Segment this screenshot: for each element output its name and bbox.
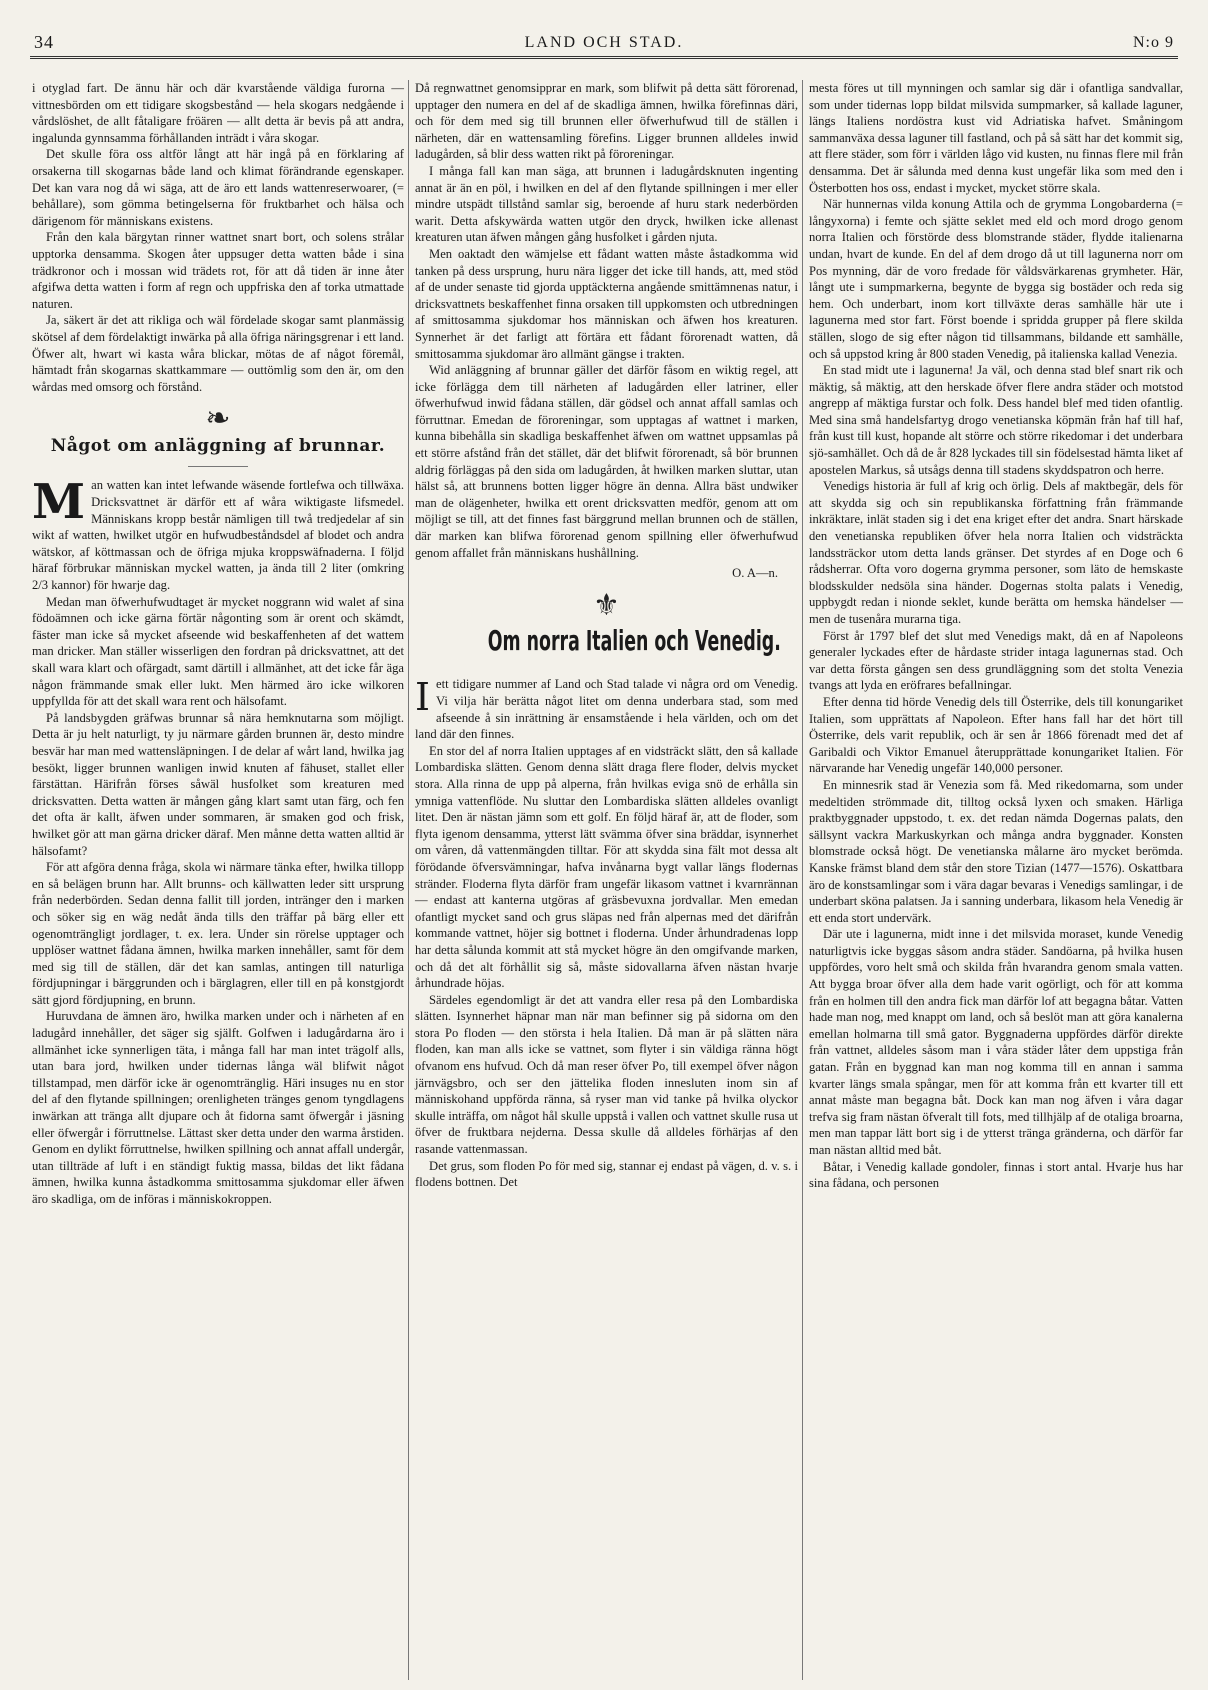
page-number: 34: [34, 32, 54, 52]
paragraph: Det grus, som floden Po för med sig, stannar ej endast på vägen, d. v. s. i flodens bottnen. Det: [415, 1158, 798, 1190]
paragraph: Medan man öfwerhufwudtaget är mycket noggrann wid walet af sina födoämnen och icke gärna förtär någonting som är orent och skämdt, fäster man icke så mycket afseende wid beskaffenheten af det wattem man dricker. Man ställer wisserligen den fordran på dricksvattnet, att det skall wara klart och ofärgadt, samt därtill i allmänhet, att det icke får äga någon främmande smak eller lukt. Men härmed äro icke wilkoren uppfyllda för att det skall wara rent och hälsofamt.: [32, 594, 404, 709]
fleuron-ornament: ⚜: [593, 588, 620, 622]
paragraph: Från den kala bärgytan rinner wattnet snart bort, och solens strålar upptorka densamma. Skogen åter uppsuger detta watten både i sina trädkronor och i mossan wid trädets rot, för att då tiden är inne åter afgifwa detta watten i form af regn och uppfriska den af torka utmattade naturen.: [32, 230, 404, 311]
paragraph: När hunnernas vilda konung Attila och de grymma Longobarderna (= långyxorna) i femte och sjätte seklet med eld och mord drogo genom norra Italien och förstörde dess blomstrande städer, flydde italienarna undan, hvart de kunde. En del af dem drogo då ut till lagunerna norr om Pos mynning, där de voro fredade för våldsvärkarenas grymheter. Här, långt ute i sumpmarkerna, begynte de bygga sig bostäder och reda sig hem. Och underbart, inom kort tillväxte deras samhälle här ute i lagunerna med stor fart. Först boende i spridda grupper på flere skilda ställen, slogo de sig efter någon tid tillsammans, bildande ett samhälle, och så uppstod kring år 800 staden Venedig, på italienska kallad Venezia.: [809, 197, 1183, 361]
publication-title: LAND OCH STAD.: [524, 34, 684, 51]
column-divider: [802, 80, 803, 1680]
paragraph: Huruvdana de ämnen äro, hwilka marken under och i närheten af en ladugård innehåller, det säger sig själft. Golfwen i ladugårdarna äro i allmänhet icke synnerligen täta, i många fall har man intet trägolf alls, utan bara jord, hwilken under tidernas långa wäl blifwit något tillstampad, men därför icke är ogenomtränglig. Häri insuges nu en stor del af den flytande spillningen; orenligheten tränges genom tyngdlagens inwärkan att tränga allt djupare och åt fidorna samt öfwergår i jäsning eller öfwergår i förruttnelse. Lättast sker detta under den warma årstiden. Genom en dylikt förruttnelse, hwilken spillning och annat affall undergår, utan tillträde af luft i en ständigt fuktig massa, bildas det likt fådana ämnen, hwilka kunna åstadkomma smittosamma sjukdomar eller äfwen äro skadliga, om de införas i människokroppen.: [32, 1009, 404, 1206]
paragraph: Först år 1797 blef det slut med Venedigs makt, då en af Napoleons generaler lyckades efter de hårdaste strider intaga lagunernas stad. Och var detta första gången sen dess grundläggning som det stolta Venezia tvangs att lyda en eröfrares befallningar.: [809, 628, 1183, 693]
paragraph: Där ute i lagunerna, midt inne i det milsvida moraset, kunde Venedig naturligtvis icke byggas såsom andra städer. Sandöarna, på hvilka husen uppfördes, voro helt små och skilda från hvarandra genom smala vatten. Att bygga broar öfver alla dem hade varit ogörligt, och för att komma från en holmen till den andra fick man därför lof att begagna båtar. Vatten hade man nog, med knappt om land, och så beslöt man att göra kanalerna emellan holmarna till små gator. Byggnaderna uppfördes därför direkte från vattnet, alldeles såsom man i våra städer låter dem uppstiga från gatan. Från en byggnad kan man nog komma till en annan i samma kvarter längs smala spångar, men för att komma från ett kvarter till ett annat måste man begagna båt. Dock kan man nog äfven i våra dagar trefva sig fram nästan öfveralt till fots, med tillhjälp af de otaliga broarna, men man tappar lätt bort sig i de ytterst tränga gränderna, och därför far man nästan alltid med båt.: [809, 927, 1183, 1157]
column-divider: [408, 80, 409, 1680]
paragraph: Man watten kan intet lefwande wäsende fortlefwa och tillwäxa. Dricksvattnet är därför ett af wåra wiktigaste lifsmedel. Människans kropp består nämligen till twå tredjedelar af sin wikt af watten, hwilket utgör en hufwudbeståndsdel af blodet och andra wätskor, af köttmassan och de öfriga mjuka kroppswäfnaderna. I följd häraf förbrukar människan myckel watten, ja ända till 2 liter (omkring 2/3 kannor) för hwarje dag.: [32, 474, 404, 593]
paragraph: Då regnwattnet genomsipprar en mark, som blifwit på detta sätt förorenad, upptager den numera en del af de skadliga ämnen, hwilka förefinnas däri, och för dem med sig till brunnen eller öfwerhufwud till de ställen i närheten, där en wattensamling förefins. Ligger brunnen alldeles inwid ladugården, så blir dess watten rikt på föroreningar.: [415, 81, 798, 162]
column-1: [32, 80, 404, 1208]
paragraph: Iett tidigare nummer af Land och Stad talade vi några ord om Venedig. Vi vilja här berätta något litet om denna underbara stad, som med afseende å sin inrättning är ensamstående i hela världen, och om det land där den finnes.: [415, 675, 798, 742]
paragraph: mesta föres ut till mynningen och samlar sig där i ofantliga sandvallar, som under tidernas lopp bildat milsvida sumpmarker, så kallade laguner, längs Italiens nordöstra kust vid Adriatiska hafvet. Småningom sammanväxa dessa laguner till fastland, och på så sätt har det kommit sig, att flere städer, som förr i världen lågo vid kusten, nu finnas flere mil från densamma. Det är sålunda med denna kust ungefär lika som med den i Österbotten hos oss, endast i mycket, mycket större skala.: [809, 81, 1183, 195]
paragraph: För att afgöra denna fråga, skola wi närmare tänka efter, hwilka tillopp en så belägen brunn har. Allt brunns- och källwatten leder sitt ursprung från nederbörden. Sedan denna fallit till jorden, intränger den i marken och söker sig en wäg nedåt ända tills den träffar på bärg eller ett ogenomträngligt jordlager, t. ex. lera. Under sin rörelse upptager och upplöser wattnet fådana ämnen, hwilka marken innehåller, samt för dem med sig till de ställen, där det kan samlas, antingen till naturliga fördjupningar i bärggrunden och i bärglagren, eller till en på konstgjordt sätt gjord fördjupning, en brunn.: [32, 860, 404, 1007]
page-header: [30, 30, 1178, 59]
fleuron-ornament: ❧: [205, 402, 231, 436]
paragraph: Wid anläggning af brunnar gäller det därför fåsom en wiktig regel, att icke förlägga dem till närheten af ladugården eller latriner, eller öfwerhufwud inwid fådana ställen, där gödsel och annat affall samlas och förruttnar. Emedan de föroreningar, som upptagas af wattnet i marken, kunna bibehålla sin skadliga beskaffenhet äfwen om wattnet uppsamlas på ett större afstånd från det stället, där det blifwit förorenadt, så bör brunnen aldrig förläggas på den sida om ladugården, åt hwilken marken sluttar, utan hälst så, att brunnens botten ligger högre än denna. Allra bäst undwiker man de olägenheter, hwilka ett orent dricksvatten medför, genom att om möjligt se till, att det finnes fast bärggrund mellan brunnen och de ställen, där marken kan blifwa förorenad genom spillning eller öfwerhufwud genom affallet från människans hushållning.: [415, 363, 798, 560]
drop-cap: M: [32, 474, 86, 531]
paragraph: Det skulle föra oss altför långt att här ingå på en förklaring af orsakerna till skogarnas både land och klimat förändrande egenskaper. Det kan vara nog då wi säga, att de äro ett lands wattenreserwoarer, (= behållare), som gömma betingelserna för fruktbarhet och hälsa och därigenom för människans existens.: [32, 147, 404, 228]
article-heading: Något om anläggning af brunnar.: [50, 435, 386, 456]
author-signature: O. A—n.: [732, 566, 778, 581]
paragraph: Efter denna tid hörde Venedig dels till Österrike, dels till konungariket Italien, som upprättats af Napoleon. Efter hans fall har det hört till Österrike, dels varit republik, och är sen år 1866 förenadt med det af Garibaldi och Viktor Emanuel återupprättade konungariket Italien. För närvarande har Venedig ungefär 140,000 personer.: [809, 694, 1183, 776]
column-3: [809, 80, 1183, 1192]
paragraph: En stad midt ute i lagunerna! Ja väl, och denna stad blef snart rik och mäktig, så mäktig, att den herskade öfver flere andra städer och motstod angrepp af mäktiga furstar och folk. Dess handel blef med tiden ofantlig. Med sina små handelsfartyg drogo venetianska köpmän från haf till haf, från kust till kust, hopande alt större och större rikedomar i det underbara sjö-samhället. Och då de år 828 lyckades till sin födelsestad hämta liket af apostelen Markus, så utsågs denna till stadens skyddspatron och herre.: [809, 363, 1183, 477]
paragraph: En minnesrik stad är Venezia som få. Med rikedomarna, som under medeltiden strömmade dit, tilltog också lyxen och smaken. Härliga praktbyggnader uppstodo, t. ex. det redan nämda Dogernas palats, den sällsynt vackra Markuskyrkan och många andra byggnader. Konsten blomstrade också högt. De venetianska målarne äro mycket berömda. Kanske främst bland dem står den store Tizian (1477—1576). Oskattbara äro de konstsamlingar som i vära dagar bevaras i Venedigs samlingar, i de underbart sköna palatsen. Ja i sanning underbara, likasom hela Venedig är ett enda stort undervärk.: [809, 777, 1183, 925]
paragraph: Särdeles egendomligt är det att vandra eller resa på den Lombardiska slätten. Isynnerhet häpnar man när man befinner sig på sidorna om den stora Po floden — den största i hela Italien. Då man är på slätten nära floden, kan man alls icke se vattnet, som flyter i sin väldiga ränna högt ofvanom ens hufvud. Och då man reser öfver Po, till exempel öfver någon järnvägsbro, och ser den jättelika floden innesluten inom sin af människohand uppförda ränna, så ryser man vid tanke på hvilka olyckor skulle inträffa, om något hål skulle uppstå i vallen och vattnet skulle rusa ut öfver de fruktbara nejderna. Dessa skulle då alldeles förhärjas af den rasande vattenmassan.: [415, 992, 798, 1157]
paragraph: På landsbygden gräfwas brunnar så nära hemknutarna som möjligt. Detta är ju helt naturligt, ty ju närmare gården brunnen är, desto mindre besvär har man med wattensläpningen. I de delar af wårt land, hwilka jag besökt, ligger brunnen wanligen inwid knuten af fähuset, stallet eller färstättan. Härifrån förses såwäl husfolket som kreaturen med dricksvatten. Detta watten är mången gång klart samt utan färg, och fen det ofta är kallt, äfwen under sommaren, är smaken god och frisk, hwilket gör att man gärna dricker däraf. Men månne detta watten alltid är hälsofamt?: [32, 710, 404, 858]
paragraph: Venedigs historia är full af krig och örlig. Dels af maktbegär, dels för att skydda sig och sin republikanska författning från främmande inkräktare, inlät staden sig i det ena kriget efter det andra. Snart härskade den venetianska republiken öfver hela norra Italien och vidsträckta landssträckor utom detta lands gränser. Det styrdes af en Doge och 6 rådsherrar. Ofta voro dogerna grymma personer, som läto de hemskaste blodsskulder nedsöla sina händer. Dogernas stolta palats i Venedig, uppbygdt redan i nionde seklet, kunde berätta om hemska händelser — men de tusenåra murarna tiga.: [809, 479, 1183, 626]
paragraph: Ja, säkert är det att rikliga och wäl fördelade skogar samt planmässig skötsel af dem fördelaktigt inwärka på alla öfriga näringsgrenar i ett land. Öfwer alt, hwart wi kasta wåra blickar, mötas de af något föremål, hämtadt från skogarnas skattkammare — outtömlig som den är, om den wårdas med omsorg och förstånd.: [32, 313, 404, 394]
paragraph: Men oaktadt den wämjelse ett fådant watten måste åstadkomma wid tanken på dess ursprung, huru nära ligger det icke till hands, att, med stöd af de under senaste tid gjorda upptäckterna angående smittämnenas natur, i dricksvattnets beskaffenhet finna orsaken till uppkomsten och utbredningen af smittosamma sjukdomar hos människan och äfwen hos kreaturen. Synnerhet är det farligt att förtära ett fådant förorenadt watten, då smittosamma sjukdomar äro allmänt gängse i trakten.: [415, 246, 798, 361]
heading-rule: [188, 466, 248, 467]
paragraph: Båtar, i Venedig kallade gondoler, finnas i stort antal. Hvarje hus har sina fådana, och personen: [809, 1159, 1183, 1191]
article-heading: Om norra Italien och Venedig.: [487, 624, 781, 658]
paragraph: i otyglad fart. De ännu här och där kvarstående väldiga furorna — vittnesbörden om ett tidigare skogsbestånd — hela skogars nedgående i vårdslöshet, de allt fåtaligare fröären — allt detta är bevis på att andra, ingalunda gynnsamma förhållanden inträdt i våra skogar.: [32, 81, 404, 145]
paragraph: En stor del af norra Italien upptages af en vidsträckt slätt, den så kallade Lombardiska slätten. Genom denna slätt draga flere floder, delvis mycket stora. Alla rinna de upp på alperna, från hvilkas eviga snö de erhålla sin ymniga vattenflöde. Nu sluttar den Lombardiska slätten alldeles ovanligt litet. Den är nästan jämn som ett golf. En följd häraf är, att de floder, som flyta igenom densamma, ytterst lätt svämma öfver sina bräddar, isynnerhet om våren, då vattenmängden tilltar. För att skydda sina fält mot dessa alt förödande öfversvämningar, hafva invånarna bygt vallar längs flodernas stränder. Floderna flyta därför fram ungefär likasom vattnet i kvarnrännan — endast att kanterna utgöras af gräsbevuxna jordvallar. Men emedan ofantligt mycket sand och grus släpas ned från alpernas med det därifrån kommande vattnet, höjer sig bottnet i floderna. Under århundradenas lopp har detta sålunda kommit att stå mycket högre än den omgifvande marken, och då det alt förhållit sig så, måste sidovallarna äfven nästan hvarje århundrade höjas.: [415, 743, 798, 991]
column-2: [415, 80, 798, 1191]
drop-cap: I: [415, 675, 431, 720]
paragraph: I många fall kan man säga, att brunnen i ladugårdsknuten ingenting annat är än en pöl, i hwilken en del af den flytande spillningen i mer eller mindre utspädt tillstånd samlar sig, beroende af huru stark nederbörden warit. Detta afskywärda watten utgör den dryck, hwilken icke allenast kreaturen utan äfwen mången gång husfolket i gården njuta.: [415, 163, 798, 245]
issue-number: N:o 9: [1133, 34, 1174, 51]
